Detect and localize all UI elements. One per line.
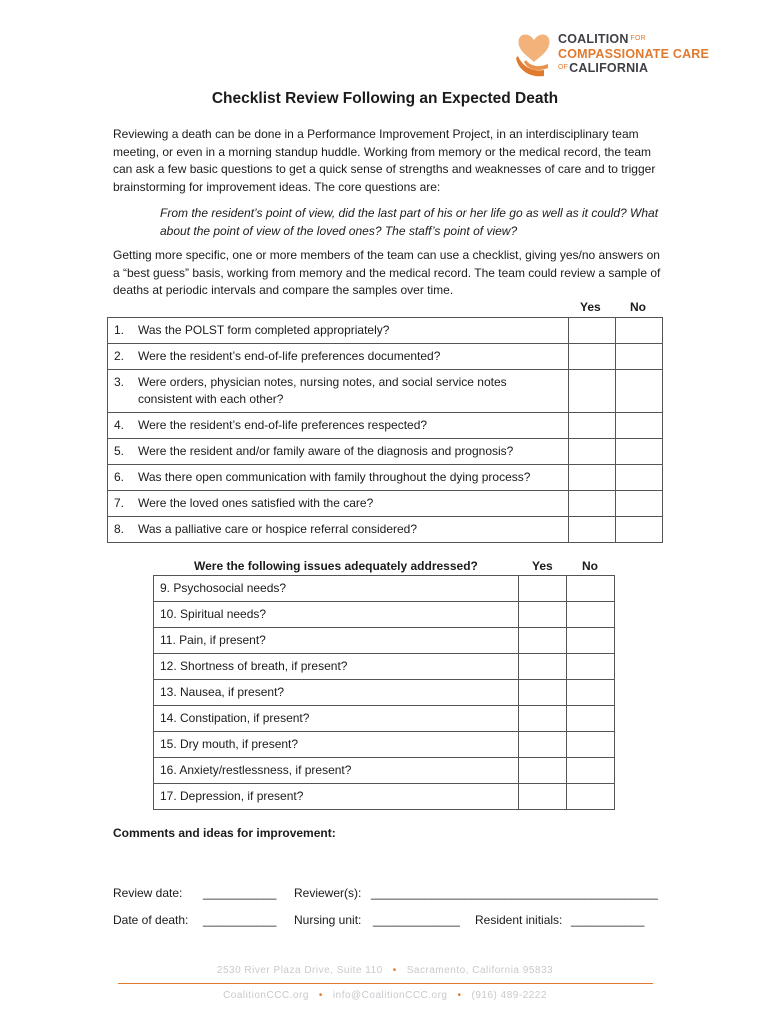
table-row bbox=[108, 465, 663, 491]
yes-checkbox[interactable] bbox=[569, 370, 616, 413]
specific-paragraph: Getting more specific, one or more members of the team can use a checklist, giving yes/no answers on a “best guess” basis, working from memory and the medical record. The team could review a sample of deaths at periodic intervals and compare the samples over time. bbox=[113, 248, 661, 297]
yes-checkbox[interactable] bbox=[569, 413, 616, 439]
no-checkbox[interactable] bbox=[616, 491, 663, 517]
table-row bbox=[154, 732, 615, 758]
table-row bbox=[154, 758, 615, 784]
item-text: 13. Nausea, if present? bbox=[154, 680, 519, 706]
footer-address-line bbox=[0, 965, 770, 976]
yes-checkbox[interactable] bbox=[519, 602, 567, 628]
yes-checkbox[interactable] bbox=[519, 654, 567, 680]
bullet-icon: • bbox=[318, 990, 323, 1001]
yes-checkbox[interactable] bbox=[519, 732, 567, 758]
checklist-table bbox=[107, 317, 663, 543]
logo-for: FOR bbox=[630, 35, 646, 42]
heart-hand-icon bbox=[514, 30, 554, 80]
yes-checkbox[interactable] bbox=[519, 758, 567, 784]
item-text: 12. Shortness of breath, if present? bbox=[154, 654, 519, 680]
table1-yes-header: Yes bbox=[580, 300, 601, 314]
item-text: 16. Anxiety/restlessness, if present? bbox=[154, 758, 519, 784]
intro-paragraph: Reviewing a death can be done in a Performance Improvement Project, in an interdisciplinary team meeting, or even in a morning standup huddle. Working from memory or the medical record, the team can ask a few basic questions to get a quick sense of strengths and weaknesses of care and to trigger brainstorming for improvement ideas. The core questions are: bbox=[113, 127, 656, 194]
date-of-death-label: Date of death: bbox=[113, 913, 189, 927]
table2-heading: Were the following issues adequately addressed? bbox=[194, 559, 478, 573]
no-checkbox[interactable] bbox=[567, 758, 615, 784]
no-checkbox[interactable] bbox=[616, 413, 663, 439]
table-row bbox=[108, 491, 663, 517]
yes-checkbox[interactable] bbox=[569, 344, 616, 370]
item-text: Was there open communication with family throughout the dying process? bbox=[138, 470, 531, 484]
comments-label: Comments and ideas for improvement: bbox=[113, 826, 336, 840]
table-row bbox=[154, 784, 615, 810]
item-number: 8. bbox=[114, 522, 125, 536]
resident-initials-label: Resident initials: bbox=[475, 913, 563, 927]
no-checkbox[interactable] bbox=[616, 439, 663, 465]
yes-checkbox[interactable] bbox=[519, 576, 567, 602]
item-text: Were the resident and/or family aware of the diagnosis and prognosis? bbox=[138, 444, 514, 458]
yes-checkbox[interactable] bbox=[519, 628, 567, 654]
item-text: 11. Pain, if present? bbox=[154, 628, 519, 654]
footer-phone: (916) 489-2222 bbox=[471, 990, 547, 1001]
item-text: 17. Depression, if present? bbox=[154, 784, 519, 810]
item-number: 2. bbox=[114, 349, 125, 363]
table2-no-header: No bbox=[582, 559, 598, 573]
organization-logo bbox=[514, 30, 714, 80]
reviewers-field[interactable]: ___________________________________________ bbox=[371, 886, 658, 900]
no-checkbox[interactable] bbox=[567, 576, 615, 602]
item-text: Were the resident’s end-of-life preferences respected? bbox=[138, 418, 428, 432]
footer-address: 2530 River Plaza Drive, Suite 110 bbox=[216, 965, 383, 976]
no-checkbox[interactable] bbox=[616, 465, 663, 491]
bullet-icon: • bbox=[392, 965, 397, 976]
item-text: Was the POLST form completed appropriately? bbox=[138, 323, 390, 337]
no-checkbox[interactable] bbox=[567, 628, 615, 654]
yes-checkbox[interactable] bbox=[569, 465, 616, 491]
yes-checkbox[interactable] bbox=[569, 439, 616, 465]
date-of-death-field[interactable]: ___________ bbox=[203, 913, 277, 927]
table-row bbox=[108, 370, 663, 413]
table2-yes-header: Yes bbox=[532, 559, 553, 573]
footer-divider bbox=[118, 983, 653, 984]
no-checkbox[interactable] bbox=[616, 370, 663, 413]
page-title: Checklist Review Following an Expected Death bbox=[211, 90, 559, 107]
review-date-field[interactable]: ___________ bbox=[203, 886, 277, 900]
no-checkbox[interactable] bbox=[567, 784, 615, 810]
footer-city: Sacramento, California 95833 bbox=[406, 965, 554, 976]
item-text: 14. Constipation, if present? bbox=[154, 706, 519, 732]
yes-checkbox[interactable] bbox=[519, 706, 567, 732]
footer-email[interactable]: info@CoalitionCCC.org bbox=[332, 990, 448, 1001]
no-checkbox[interactable] bbox=[567, 732, 615, 758]
footer-web[interactable]: CoalitionCCC.org bbox=[223, 990, 309, 1001]
table-row bbox=[154, 706, 615, 732]
no-checkbox[interactable] bbox=[567, 706, 615, 732]
yes-checkbox[interactable] bbox=[569, 318, 616, 344]
item-number: 1. bbox=[114, 323, 125, 337]
nursing-unit-field[interactable]: _____________ bbox=[373, 913, 460, 927]
table-row bbox=[154, 602, 615, 628]
logo-line2: COMPASSIONATE CARE bbox=[558, 46, 710, 61]
table-row bbox=[108, 517, 663, 543]
resident-initials-field[interactable]: ___________ bbox=[571, 913, 645, 927]
no-checkbox[interactable] bbox=[616, 517, 663, 543]
item-text: Were orders, physician notes, nursing notes, and social service notes consistent with each other? bbox=[138, 375, 507, 406]
logo-of: OF bbox=[558, 64, 569, 71]
yes-checkbox[interactable] bbox=[569, 517, 616, 543]
item-number: 5. bbox=[114, 444, 125, 458]
core-questions: From the resident’s point of view, did the last part of his or her life go as well as it could? What about the point of view of the loved ones? The staff’s point of view? bbox=[160, 206, 659, 238]
item-text: Were the resident’s end-of-life preferences documented? bbox=[138, 349, 441, 363]
item-text: 9. Psychosocial needs? bbox=[154, 576, 519, 602]
table-row bbox=[108, 318, 663, 344]
item-text: 10. Spiritual needs? bbox=[154, 602, 519, 628]
logo-line3: CALIFORNIA bbox=[569, 61, 649, 75]
no-checkbox[interactable] bbox=[567, 602, 615, 628]
item-number: 3. bbox=[114, 375, 125, 389]
no-checkbox[interactable] bbox=[567, 680, 615, 706]
issues-table bbox=[153, 575, 615, 810]
table-row bbox=[154, 628, 615, 654]
item-text: Were the loved ones satisfied with the care? bbox=[138, 496, 374, 510]
no-checkbox[interactable] bbox=[567, 654, 615, 680]
no-checkbox[interactable] bbox=[616, 344, 663, 370]
yes-checkbox[interactable] bbox=[519, 784, 567, 810]
bullet-icon: • bbox=[457, 990, 462, 1001]
table-row bbox=[108, 439, 663, 465]
item-number: 7. bbox=[114, 496, 125, 510]
review-date-label: Review date: bbox=[113, 886, 183, 900]
table-row bbox=[154, 680, 615, 706]
footer-contact-line bbox=[0, 990, 770, 1001]
item-number: 4. bbox=[114, 418, 125, 432]
table-row bbox=[108, 344, 663, 370]
table1-no-header: No bbox=[630, 300, 646, 314]
nursing-unit-label: Nursing unit: bbox=[294, 913, 362, 927]
table-row bbox=[154, 576, 615, 602]
reviewers-label: Reviewer(s): bbox=[294, 886, 362, 900]
no-checkbox[interactable] bbox=[616, 318, 663, 344]
yes-checkbox[interactable] bbox=[519, 680, 567, 706]
table-row bbox=[154, 654, 615, 680]
item-number: 6. bbox=[114, 470, 125, 484]
table-row bbox=[108, 413, 663, 439]
item-text: Was a palliative care or hospice referral considered? bbox=[138, 522, 418, 536]
item-text: 15. Dry mouth, if present? bbox=[154, 732, 519, 758]
yes-checkbox[interactable] bbox=[569, 491, 616, 517]
logo-line1: COALITION bbox=[558, 32, 629, 46]
